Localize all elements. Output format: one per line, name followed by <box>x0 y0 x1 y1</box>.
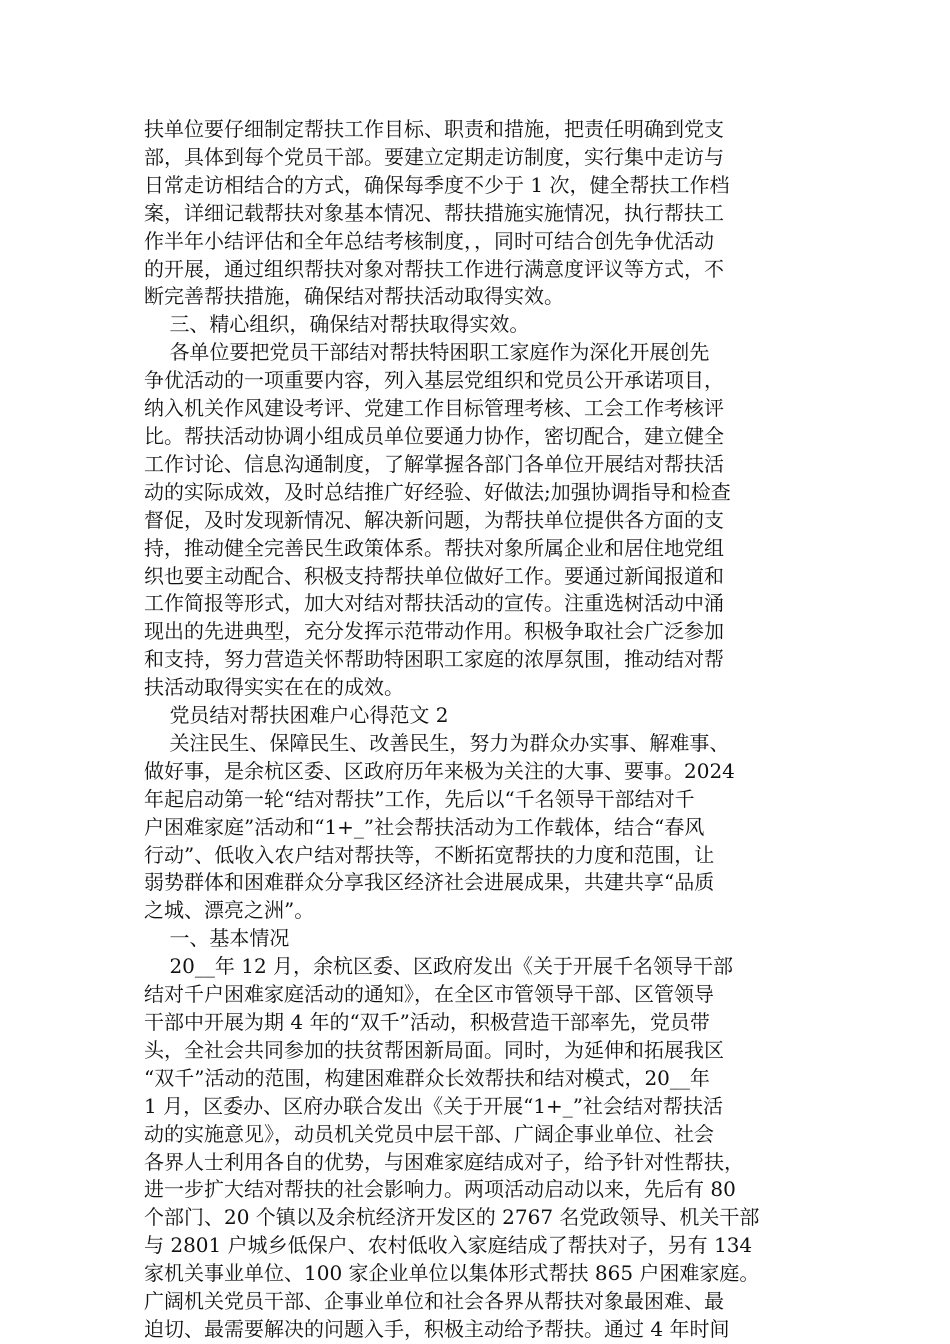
text-line: 之城、漂亮之洲”。 <box>144 898 315 923</box>
text-line: 迫切、最需要解决的问题入手，积极主动给予帮扶。通过 4 年时间 <box>144 1316 730 1341</box>
text-line: 行动”、低收入农户结对帮扶等，不断拓宽帮扶的力度和范围，让 <box>144 842 715 867</box>
text-line: 工作简报等形式，加大对结对帮扶活动的宣传。注重选树活动中涌 <box>144 591 724 616</box>
document-body <box>144 116 810 1344</box>
text-line: 断完善帮扶措施，确保结对帮扶活动取得实效。 <box>144 284 564 309</box>
text-line: 争优活动的一项重要内容，列入基层党组织和党员公开承诺项目， <box>144 368 724 393</box>
text-line: 织也要主动配合、积极支持帮扶单位做好工作。要通过新闻报道和 <box>144 563 724 588</box>
text-line: 各单位要把党员干部结对帮扶特困职工家庭作为深化开展创先 <box>144 340 710 365</box>
text-line: 结对千户困难家庭活动的通知》，在全区市管领导干部、区管领导 <box>144 982 714 1007</box>
text-line: 动的实际成效，及时总结推广好经验、好做法;加强协调指导和检查 <box>144 479 731 504</box>
text-line: 广阔机关党员干部、企事业单位和社会各界从帮扶对象最困难、最 <box>144 1289 724 1314</box>
text-line: 1 月，区委办、区府办联合发出《关于开展“1+_”社会结对帮扶活 <box>144 1093 724 1118</box>
text-line: 扶活动取得实实在在的成效。 <box>144 675 404 700</box>
text-line: 扶单位要仔细制定帮扶工作目标、职责和措施，把责任明确到党支 <box>144 117 724 141</box>
text-line: 和支持，努力营造关怀帮助特困职工家庭的浓厚氛围，推动结对帮 <box>144 647 724 672</box>
text-line: 的开展，通过组织帮扶对象对帮扶工作进行满意度评议等方式，不 <box>144 256 724 281</box>
text-line: 头，全社会共同参加的扶贫帮困新局面。同时，为延伸和拓展我区 <box>144 1037 724 1062</box>
text-line: 持，推动健全完善民生政策体系。帮扶对象所属企业和居住地党组 <box>144 535 724 560</box>
text-line: 比。帮扶活动协调小组成员单位要通力协作，密切配合，建立健全 <box>144 423 724 448</box>
text-line: 做好事，是余杭区委、区政府历年来极为关注的大事、要事。2024 <box>144 758 735 783</box>
text-line: 20__年 12 月，余杭区委、区政府发出《关于开展千名领导干部 <box>144 954 734 979</box>
text-line: 工作讨论、信息沟通制度，了解掌握各部门各单位开展结对帮扶活 <box>144 451 724 476</box>
text-line: 关注民生、保障民生、改善民生，努力为群众办实事、解难事、 <box>144 730 730 755</box>
text-line: 干部中开展为期 4 年的“双千”活动，积极营造干部率先，党员带 <box>144 1010 710 1034</box>
text-line: 家机关事业单位、100 家企业单位以集体形式帮扶 865 户困难家庭。 <box>144 1261 760 1286</box>
text-line: 案，详细记载帮扶对象基本情况、帮扶措施实施情况，执行帮扶工 <box>144 200 724 225</box>
text-line: 个部门、20 个镇以及余杭经济开发区的 2767 名党政领导、机关干部 <box>144 1205 760 1230</box>
text-line: 年起启动第一轮“结对帮扶”工作，先后以“千名领导干部结对千 <box>144 786 695 811</box>
text-line: 作半年小结评估和全年总结考核制度，，同时可结合创先争优活动 <box>144 228 714 253</box>
text-line: 党员结对帮扶困难户心得范文 2 <box>144 703 449 728</box>
text-line: 部，具体到每个党员干部。要建立定期走访制度，实行集中走访与 <box>144 144 724 169</box>
text-line: 进一步扩大结对帮扶的社会影响力。两项活动启动以来，先后有 80 <box>144 1177 736 1202</box>
text-line: 一、基本情况 <box>144 926 290 951</box>
text-line: 日常走访相结合的方式，确保每季度不少于 1 次，健全帮扶工作档 <box>144 172 730 197</box>
text-line: 三、精心组织，确保结对帮扶取得实效。 <box>144 312 530 337</box>
text-line: 纳入机关作风建设考评、党建工作目标管理考核、工会工作考核评 <box>144 396 724 421</box>
text-line: 督促，及时发现新情况、解决新问题，为帮扶单位提供各方面的支 <box>144 507 724 532</box>
text-line: 户困难家庭”活动和“1+_”社会帮扶活动为工作载体，结合“春风 <box>144 814 705 839</box>
text-line: “双千”活动的范围，构建困难群众长效帮扶和结对模式，20__年 <box>144 1065 710 1090</box>
text-line: 与 2801 户城乡低保户、农村低收入家庭结成了帮扶对子，另有 134 <box>144 1233 753 1258</box>
text-line: 弱势群体和困难群众分享我区经济社会进展成果，共建共享“品质 <box>144 870 715 895</box>
text-line: 各界人士利用各自的优势，与困难家庭结成对子，给予针对性帮扶， <box>144 1149 744 1174</box>
text-line: 动的实施意见》，动员机关党员中层干部、广阔企事业单位、社会 <box>144 1121 714 1146</box>
text-line: 现出的先进典型，充分发挥示范带动作用。积极争取社会广泛参加 <box>144 619 724 644</box>
